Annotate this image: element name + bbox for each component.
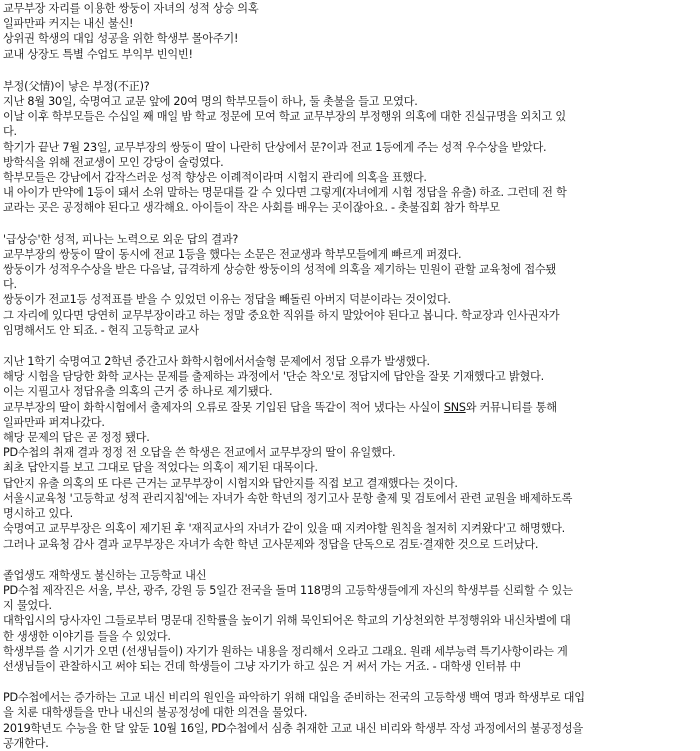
- quote-line-part2: 선생님들이 관찰하시고 써야 되는 건데 학생들이 그냥 자기가 하고 싶은 거 써서 가는 거죠. - 대학생 인터뷰 中: [3, 659, 521, 673]
- section-4: [3, 568, 697, 674]
- paragraph-line-part1: 교무부장의 딸이 화학시험에서 출제자의 오류로 잘못 기입된 답을 똑같이 적어 냈다는 사실이 SNS와 커뮤니티를 통해: [3, 400, 557, 414]
- paragraph-line: 이는 지필고사 정답유출 의혹의 근거 중 하나로 제기됐다.: [3, 385, 273, 399]
- paragraph-line: 답안지 유출 의혹의 또 다른 근거는 교무부장이 시험지와 답안지를 직접 보고 결재했다는 것이다.: [3, 476, 458, 490]
- paragraph-line: 해당 문제의 답은 곧 정정 됐다.: [3, 431, 150, 445]
- paragraph-line: PD수첩의 취재 결과 정정 전 오답을 쓴 학생은 전교에서 교무부장의 딸이 유일했다.: [3, 446, 396, 460]
- paragraph-spacer: [3, 62, 697, 79]
- section-5: [3, 690, 697, 751]
- paragraph-line: 해당 시험을 담당한 화학 교사는 문제를 출제하는 과정에서 '단순 착오'로 정답지에 답안을 잘못 기재했다고 밝혔다.: [3, 370, 544, 384]
- paragraph-line: 학부모들은 강남에서 갑작스러운 성적 향상은 이례적이라며 시험지 관리에 의혹을 표했다.: [3, 171, 427, 185]
- paragraph-line: 숙명여고 교무부장은 의혹이 제기된 후 '재직교사의 자녀가 같이 있을 때 지켜야할 원칙을 철저히 지켜왔다'고 해명했다.: [3, 522, 565, 536]
- article: [3, 1, 697, 751]
- headline: 교무부장 자리를 이용한 쌍둥이 자녀의 성적 상승 의혹: [3, 2, 259, 15]
- sns-keyword: SNS: [443, 400, 466, 414]
- headline-block: [3, 1, 697, 62]
- section-heading: '급상승'한 성적, 피나는 노력으로 외운 답의 결과?: [3, 232, 239, 246]
- paragraph-line-part1: 대학입시의 당사자인 그들로부터 명문대 진학률을 높이기 위해 묵인되어온 학교의 기상천외한 부정행위와 내신차별에 대: [3, 614, 571, 628]
- paragraph-line-part2: 공개한다.: [3, 736, 49, 750]
- paragraph-line: 최초 답안지를 보고 그대로 답을 적었다는 의혹이 제기된 대목이다.: [3, 461, 318, 475]
- paragraph-line-part1: PD수첩 제작진은 서울, 부산, 광주, 강원 등 5일간 전국을 돌며 118명의 고등학생들에게 자신의 학생부를 신뢰할 수 있는: [3, 583, 573, 597]
- paragraph-line: 지난 8월 30일, 숙명여고 교문 앞에 20여 명의 학부모들이 하나, 둘 촛불을 들고 모였다.: [3, 95, 418, 109]
- section-heading: 부정(父情)이 낳은 부정(不正)?: [3, 79, 150, 93]
- paragraph-spacer: [3, 216, 697, 232]
- paragraph-spacer: [3, 338, 697, 354]
- section-1: [3, 79, 697, 216]
- paragraph-line: 방학식을 위해 전교생이 모인 강당이 술렁였다.: [3, 155, 224, 169]
- quote-line-part1: 학생부를 쓸 시기가 오면 (선생님들이) 자기가 원하는 내용을 정리해서 오라고 그래요. 원래 세부능력 특기사항이라는 게: [3, 644, 568, 658]
- paragraph-line-part2: 다.: [3, 125, 17, 139]
- paragraph-line-part2: 지 물었다.: [3, 599, 52, 613]
- paragraph-line-part2: 한 생생한 이야기를 들을 수 있었다.: [3, 629, 171, 643]
- section-heading: 졸업생도 재학생도 불신하는 고등학교 내신: [3, 568, 207, 582]
- quote-line-part1: 그 자리에 있다면 당연히 교무부장이라고 하는 정말 중요한 직위를 하지 말았어야 된다고 봅니다. 학교장과 인사권자가: [3, 308, 560, 322]
- paragraph-line-part2: 명시하고 있다.: [3, 507, 73, 521]
- paragraph-spacer: [3, 552, 697, 568]
- paragraph-line-part2: 을 치룬 대학생들을 만나 내신의 불공정성에 대한 의견을 물었다.: [3, 706, 308, 720]
- subheadline: 교내 상장도 특별 수업도 부익부 빈익빈!: [3, 47, 193, 61]
- paragraph-line: 쌍둥이가 전교1등 성적표를 받을 수 있었던 이유는 정답을 빼돌린 아버지 덕분이라는 것이었다.: [3, 293, 451, 307]
- paragraph-line: 교무부장의 쌍둥이 딸이 동시에 전교 1등을 했다는 소문은 전교생과 학부모들에게 빠르게 퍼졌다.: [3, 247, 462, 261]
- paragraph-line: 그러나 교육청 감사 결과 교무부장은 자녀가 속한 학년 고사문제와 정답을 단독으로 검토·결재한 것으로 드러났다.: [3, 537, 539, 551]
- paragraph-line: 학기가 끝난 7월 23일, 교무부장의 쌍둥이 딸이 나란히 단상에서 문?이과 전교 1등에게 주는 성적 우수상을 받았다.: [3, 140, 547, 154]
- quote-line-part2: 교라는 곳은 공정해야 된다고 생각해요. 아이들이 작은 사회를 배우는 곳이잖아요. - 촛불집회 참가 학부모: [3, 201, 500, 215]
- paragraph-line-part2: 일파만파 퍼져나갔다.: [3, 415, 105, 429]
- quote-line-part1: 내 아이가 만약에 1등이 돼서 소위 말하는 명문대를 갈 수 있다면 그렇게(자녀에게 시험 정답을 유출) 하죠. 그런데 전 학: [3, 186, 567, 200]
- subheadline: 일파만파 커지는 내신 불신!: [3, 17, 134, 31]
- paragraph-line-part2: 다.: [3, 278, 17, 292]
- quote-line-part2: 임명해서도 안 되죠. - 현직 고등학교 교사: [3, 323, 199, 337]
- paragraph-spacer: [3, 674, 697, 690]
- paragraph-line-part1: 쌍둥이가 성적우수상을 받은 다음날, 급격하게 상승한 쌍둥이의 성적에 의혹을 제기하는 민원이 관할 교육청에 접수됐: [3, 263, 557, 277]
- paragraph-line-part1: 이날 이후 학부모들은 수십일 째 매일 밤 학교 정문에 모여 학교 교무부장의 부정행위 의혹에 대한 진실규명을 외치고 있: [3, 110, 566, 124]
- subheadline: 상위권 학생의 대입 성공을 위한 학생부 몰아주기!: [3, 32, 239, 46]
- paragraph-line-part1: PD수첩에서는 증가하는 고교 내신 비리의 원인을 파악하기 위해 대입을 준비하는 전국의 고등학생 백여 명과 학생부로 대입: [3, 691, 585, 705]
- paragraph-line: 지난 1학기 숙명여고 2학년 중간고사 화학시험에서서술형 문제에서 정답 오류가 발생했다.: [3, 355, 430, 369]
- paragraph-line-part1: 서울시교육청 '고등학교 성적 관리지침'에는 자녀가 속한 학년의 정기고사 문항 출제 및 검토에서 관련 교원을 배제하도록: [3, 491, 573, 505]
- paragraph-line-part1: 2019학년도 수능을 한 달 앞둔 10월 16일, PD수첩에서 심층 취재한 고교 내신 비리와 학생부 작성 과정에서의 불공정성을: [3, 721, 583, 735]
- section-2: [3, 232, 697, 338]
- section-3: [3, 354, 697, 552]
